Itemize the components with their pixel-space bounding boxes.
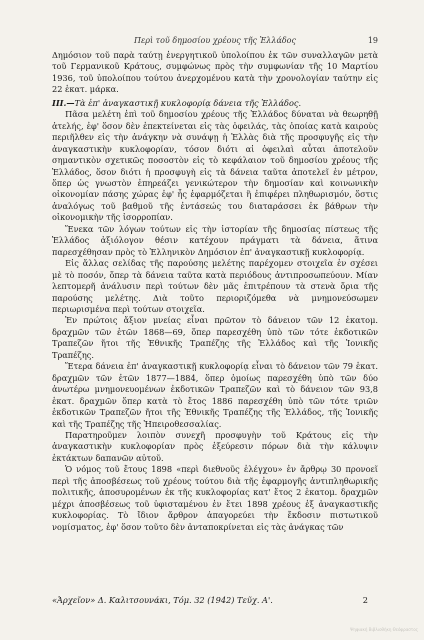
running-title: Περὶ τοῦ δημοσίου χρέους τῆς Ἑλλάδος bbox=[134, 36, 296, 45]
paragraph: Ἐν πρώτοις ἄξιον μνείας εἶναι πρῶτον τὸ δάνειον τῶν 12 ἑκατομ. δραχμῶν τῶν ἐτῶν 1868—69, ὅπερ παρεσχέθη ὑπὸ τῶν τότε ἐκδοτικῶν Τραπεζῶν ἤτοι τῆς Ἐθνικῆς Τραπέζης τῆς Ἑλλάδος καὶ τῆς Ἰονικῆς Τραπέζης. bbox=[52, 315, 378, 360]
intro-paragraph: Δημόσιον τοῦ παρὰ ταύτῃ ἐνεργητικοῦ ὑπολοίπου ἐκ τῶν συναλλαγῶν μετὰ τοῦ Γερμανικοῦ Κράτους, συμφώνως πρὸς τὴν συμφωνίαν τῆς 10 Μαρτίου 1936, τοῦ ὑπολοίπου τούτου ἀνερχομένου κατὰ τὴν χρονολογίαν ταύτην εἰς 22 ἑκατ. μάρκα. bbox=[52, 50, 378, 95]
page-number: 19 bbox=[367, 36, 378, 45]
paragraph: Ἕτερα δάνεια ἐπ' ἀναγκαστικῇ κυκλοφορίᾳ εἶναι τὸ δάνειον τῶν 79 ἑκατ. δραχμῶν τῶν ἐτῶν 1877—1884, ὅπερ ὁμοίως παρεσχέθη ὑπὸ τῶν δύο ἀνωτέρω μνημονευομένων ἐκδοτικῶν Τραπεζῶν καὶ τὸ δάνειον τῶν 93,8 ἑκατ. δραχμῶν ὅπερ κατὰ τὸ ἔτος 1886 παρεσχέθη ὑπὸ τῶν τότε τριῶν ἐκδοτικῶν Τραπεζῶν ἤτοι τῆς Ἐθνικῆς Τραπέζης τῆς Ἑλλάδος, τῆς Ἰονικῆς καὶ τῆς Τραπέζης τῆς Ἠπειροθεσσαλίας. bbox=[52, 361, 378, 429]
paragraph: Ἕνεκα τῶν λόγων τούτων εἰς τὴν ἱστορίαν τῆς δημοσίας πίστεως τῆς Ἑλλάδος ἀξιόλογον θέσιν κατέχουν πράγματι τὰ δάνεια, ἅτινα παρεσχέθησαν πρὸς τὸ Ἑλληνικὸν Δημόσιον ἐπ' ἀναγκαστικῇ κυκλοφορίᾳ. bbox=[52, 223, 378, 257]
page-footer bbox=[52, 595, 378, 605]
library-watermark: Ψηφιακή Βιβλιοθήκη Θεόφραστος bbox=[350, 627, 418, 632]
paragraph: Παρατηροῦμεν λοιπὸν συνεχῆ προσφυγὴν τοῦ Κράτους εἰς τὴν ἀναγκαστικὴν κυκλοφορίαν πρὸς ἐξεύρεσιν πόρων διὰ τὴν κάλυψιν ἐκτάκτων δαπανῶν αὐτοῦ. bbox=[52, 429, 378, 463]
signature-mark: 2 bbox=[362, 595, 368, 605]
running-header bbox=[52, 36, 378, 45]
paragraph: Πᾶσα μελέτη ἐπὶ τοῦ δημοσίου χρέους τῆς Ἑλλάδος δύναται νὰ θεωρηθῇ ἀτελής, ἐφ' ὅσον δὲν ἐπεκτείνεται εἰς τὰς ὀφειλάς, τὰς ὁποίας κατὰ καιροὺς περιῆλθεν εἰς τὴν ἀνάγκην νὰ συνάψῃ ἡ Ἑλλὰς διὰ τῆς προσφυγῆς εἰς τὴν ἀναγκαστικὴν κυκλοφορίαν, τόσον διότι αἱ ὀφειλαὶ αὗται ἀποτελοῦν σημαντικὸν σχετικῶς ποσοστὸν εἰς τὸ κεφάλαιον τοῦ δημοσίου χρέους τῆς Ἑλλάδος, ὅσον διότι ἡ προσφυγὴ εἰς τὰ δάνεια ταῦτα ἀποτελεῖ ἐν μέτρον, ὅπερ ὡς γνωστὸν ἐπηρεάζει γενικώτερον τὴν δημοσίαν καὶ κοινωνικὴν οἰκονομίαν πάσης χώρας ἐφ' ἧς ἐφαρμόζεται ἢ ἐπιφέρει πληθωρισμόν, ὅστις ἀναλόγως τοῦ βαθμοῦ τῆς ἐντάσεώς του διαταράσσει ἐκ βάθρων τὴν οἰκονομικὴν τῆς ἰσορροπίαν. bbox=[52, 109, 378, 223]
paragraph: Ὁ νόμος τοῦ ἔτους 1898 «περὶ διεθνοῦς ἐλέγχου» ἐν ἄρθρῳ 30 προνοεῖ περὶ τῆς ἀποσβέσεως τοῦ χρέους τούτου διὰ τῆς ἐφαρμογῆς ἀντιπληθωρικῆς πολιτικῆς, ἀποσυρομένων ἐκ τῆς κυκλοφορίας κατ' ἔτος 2 ἑκατομ. δραχμῶν μέχρι ἀποσβέσεως τοῦ ὑφισταμένου ἐν ἔτει 1898 χρέους ἐξ ἀναγκαστικῆς κυκλοφορίας. Τὸ ἴδιον ἄρθρον ἀπαγορεύει τὴν ἔκδοσιν πιστωτικοῦ νομίσματος, ἐφ' ὅσον τοῦτο δὲν ἀνταποκρίνεται εἰς τὰς ἀνάγκας τῶν bbox=[52, 464, 378, 532]
journal-reference: «Ἀρχεῖον» Δ. Καλιτσουνάκι, Τόμ. 32 (1942) Τεῦχ. Α'. bbox=[52, 595, 273, 605]
paragraph: Εἰς ἄλλας σελίδας τῆς παρούσης μελέτης παρέχομεν στοιχεῖα ἐν σχέσει μὲ τὸ ποσόν, ὅπερ τὰ δάνεια ταῦτα κατὰ περιόδους ἀντιπροσωπεύουν. Μίαν λεπτομερῆ ἀνάλυσιν περὶ τούτων δὲν μᾶς ἐπιτρέπουν τὰ στενὰ ὅρια τῆς παρούσης μελέτης. Διὰ τοῦτο περιοριζόμεθα νὰ μνημονεύσωμεν περιωρισμένα περὶ τούτων στοιχεῖα. bbox=[52, 258, 378, 314]
section-heading bbox=[52, 98, 378, 109]
section-title: Τὰ ἐπ' ἀναγκαστικῇ κυκλοφορίᾳ δάνεια τῆς Ἑλλάδος. bbox=[74, 97, 302, 108]
section-number: III.— bbox=[52, 97, 75, 108]
body-text bbox=[52, 50, 378, 533]
